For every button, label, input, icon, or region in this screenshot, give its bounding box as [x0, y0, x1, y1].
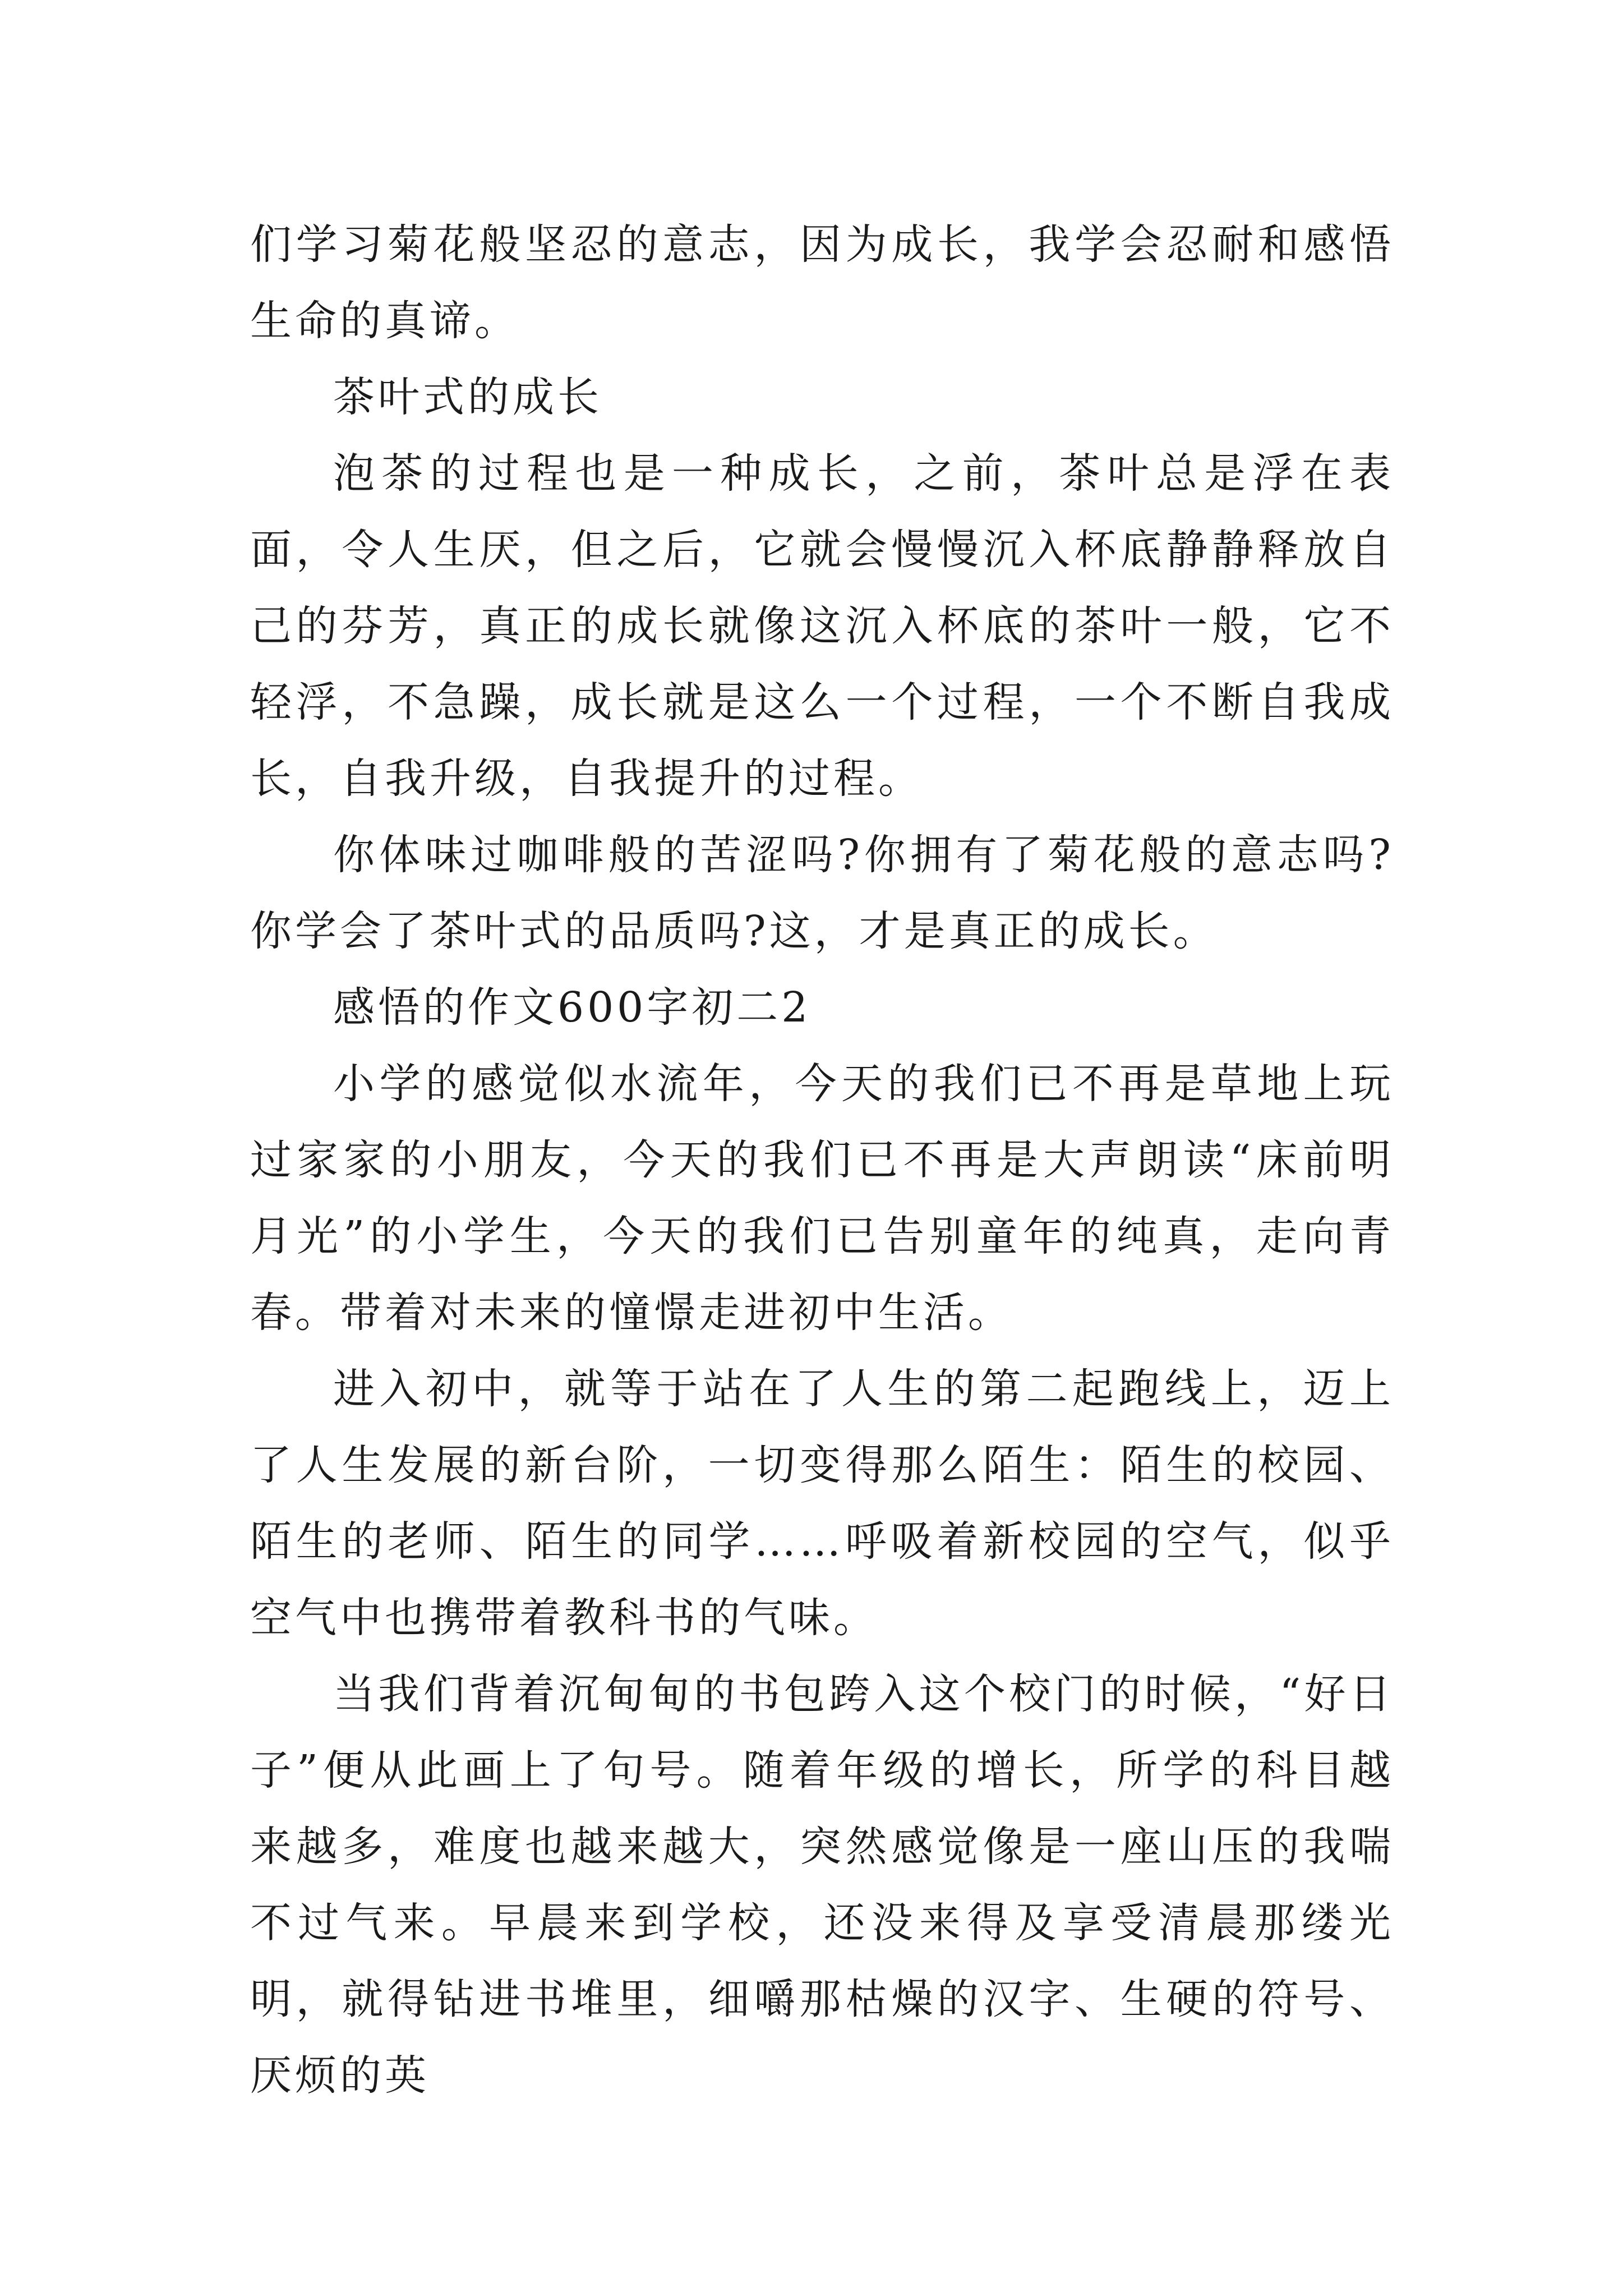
paragraph-3: 泡茶的过程也是一种成长，之前，茶叶总是浮在表面，令人生厌，但之后，它就会慢慢沉入杯底静静释放自己的芬芳，真正的成长就像这沉入杯底的茶叶一般，它不轻浮，不急躁，成长就是这么一个过程，一个不断自我成长，自我升级，自我提升的过程。	[250, 449, 1394, 803]
paragraph-1: 们学习菊花般坚忍的意志，因为成长，我学会忍耐和感悟生命的真谛。	[250, 220, 1394, 345]
essay-body	[250, 206, 1394, 2114]
paragraph-8: 当我们背着沉甸甸的书包跨入这个校门的时候，“好日子”便从此画上了句号。随着年级的增长，所学的科目越来越多，难度也越来越大，突然感觉像是一座山压的我喘不过气来。早晨来到学校，还没来得及享受清晨那缕光明，就得钻进书堆里，细嚼那枯燥的汉字、生硬的符号、厌烦的英	[250, 1670, 1394, 2100]
paragraph-7: 进入初中，就等于站在了人生的第二起跑线上，迈上了人生发展的新台阶，一切变得那么陌生：陌生的校园、陌生的老师、陌生的同学……呼吸着新校园的空气，似乎空气中也携带着教科书的气味。	[250, 1365, 1394, 1642]
paragraph-heading-tea: 茶叶式的成长	[333, 373, 602, 421]
paragraph-6: 小学的感觉似水流年，今天的我们已不再是草地上玩过家家的小朋友，今天的我们已不再是大声朗读“床前明月光”的小学生，今天的我们已告别童年的纯真，走向青春。带着对未来的憧憬走进初中生活。	[250, 1060, 1394, 1337]
paragraph-4: 你体味过咖啡般的苦涩吗?你拥有了菊花般的意志吗?你学会了茶叶式的品质吗?这，才是真正的成长。	[250, 831, 1394, 955]
paragraph-heading-essay-2: 感悟的作文600字初二2	[333, 983, 811, 1032]
